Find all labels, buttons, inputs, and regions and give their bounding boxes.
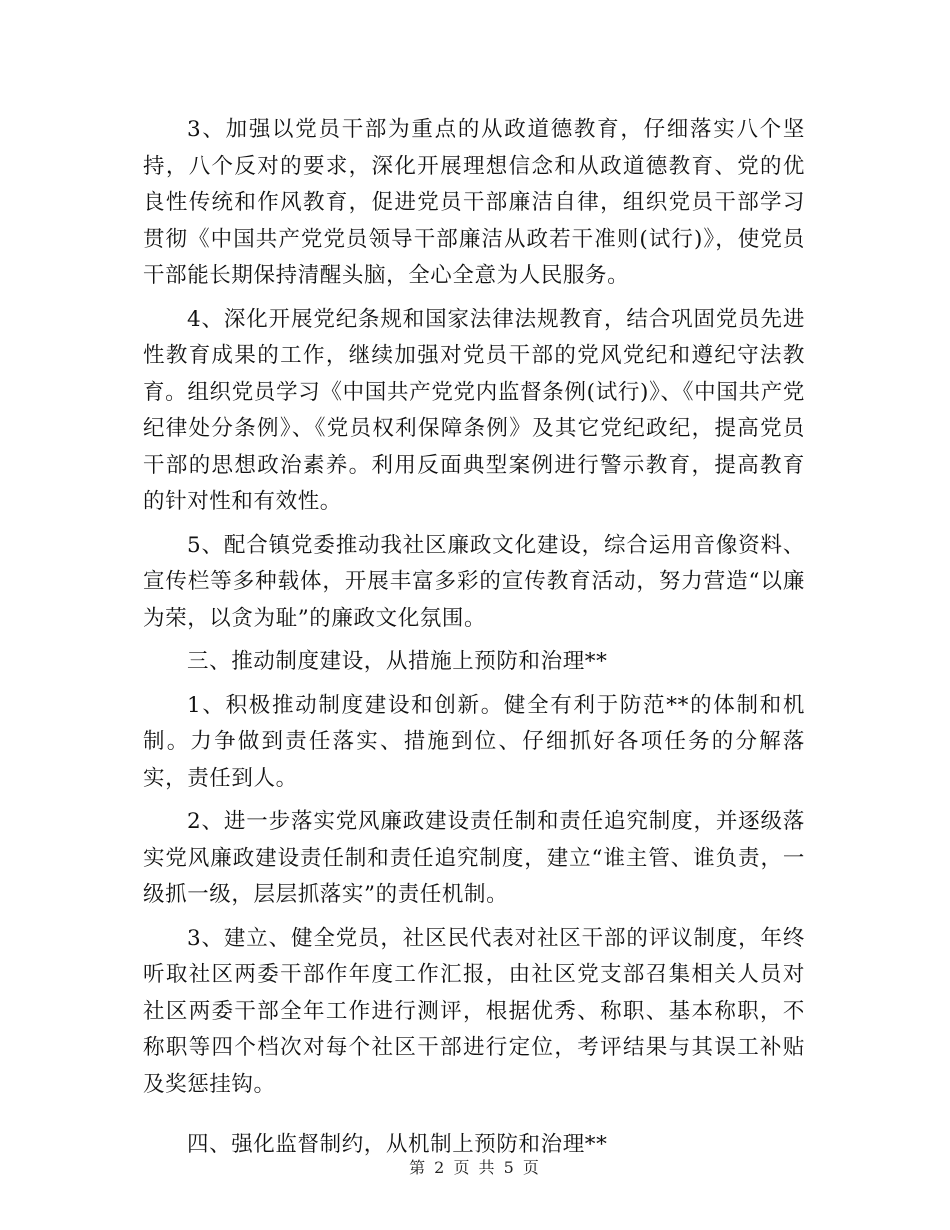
- paragraph-item-3-ethics-education: 3、加强以党员干部为重点的从政道德教育，仔细落实八个坚持，八个反对的要求，深化开展理想信念和从政道德教育、党的优良性传统和作风教育，促进党员干部廉洁自律，组织党员干部学习贯彻《中国共产党党员领导干部廉洁从政若干准则(试行)》，使党员干部能长期保持清醒头脑，全心全意为人民服务。: [143, 117, 805, 288]
- section-heading-four: 四、强化监督制约，从机制上预防和治理**: [187, 1132, 608, 1157]
- paragraph-item-1-system-building: 1、积极推动制度建设和创新。健全有利于防范**的体制和机制。力争做到责任落实、措施到位、仔细抓好各项任务的分解落实，责任到人。: [143, 692, 805, 791]
- section-heading-three: 三、推动制度建设，从措施上预防和治理**: [187, 649, 608, 674]
- page-number-footer: 第 2 页 共 5 页: [409, 1158, 541, 1177]
- paragraph-item-3-evaluation-system: 3、建立、健全党员，社区民代表对社区干部的评议制度，年终听取社区两委干部作年度工作汇报，由社区党支部召集相关人员对社区两委干部全年工作进行测评，根据优秀、称职、基本称职，不称职等四个档次对每个社区干部进行定位，考评结果与其误工补贴及奖惩挂钩。: [143, 925, 805, 1097]
- paragraph-item-5-culture-building: 5、配合镇党委推动我社区廉政文化建设，综合运用音像资料、宣传栏等多种载体，开展丰富多彩的宣传教育活动，努力营造“以廉为荣，以贪为耻”的廉政文化氛围。: [143, 532, 805, 631]
- document-body: [143, 112, 805, 1171]
- paragraph-item-2-responsibility-system: 2、进一步落实党风廉政建设责任制和责任追究制度，并逐级落实党风廉政建设责任制和责任追究制度，建立“谁主管、谁负责，一级抓一级，层层抓落实”的责任机制。: [143, 809, 805, 907]
- paragraph-item-4-discipline-education: 4、深化开展党纪条规和国家法律法规教育，结合巩固党员先进性教育成果的工作，继续加强对党员干部的党风党纪和遵纪守法教育。组织党员学习《中国共产党党内监督条例(试行)》、《中国共产党纪律处分条例》、《党员权利保障条例》及其它党纪政纪，提高党员干部的思想政治素养。利用反面典型案例进行警示教育，提高教育的针对性和有效性。: [143, 306, 805, 514]
